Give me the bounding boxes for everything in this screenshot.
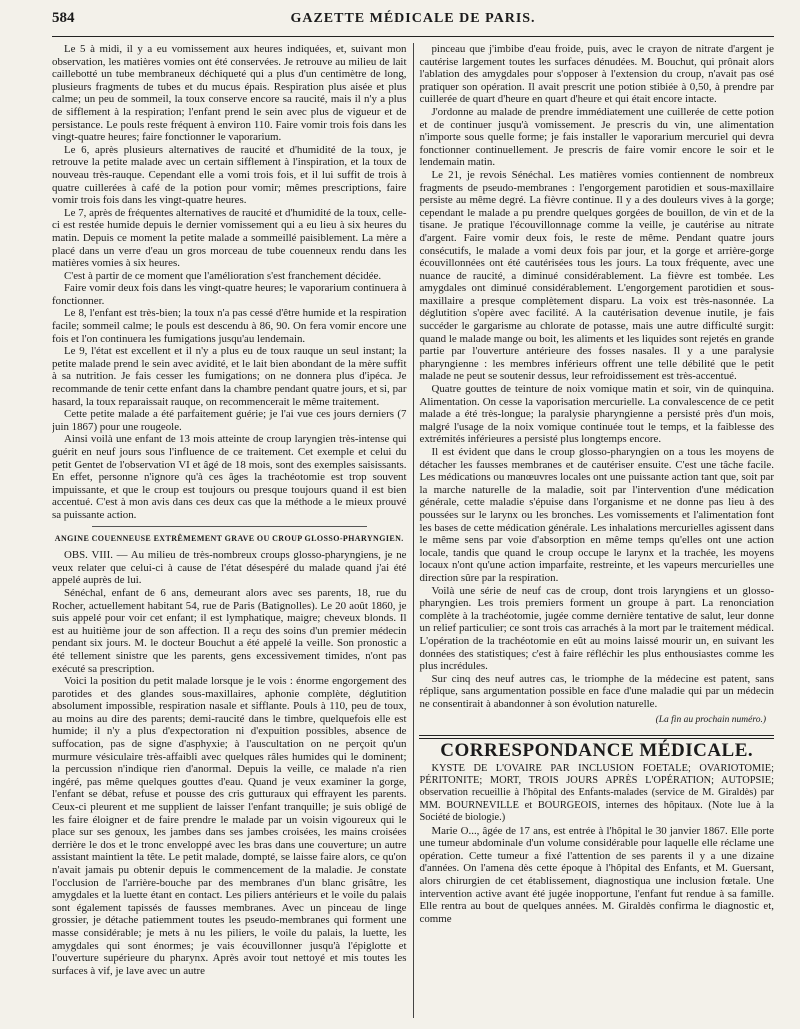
column-divider [413, 43, 414, 1018]
paragraph: Sur cinq des neuf autres cas, le triomphe de la médecine est patent, sans réplique, sans argumentation possible en face d'une maladie qui par un médecin ne consentirait à abandonner à son évolution naturelle. [419, 672, 774, 710]
paragraph: OBS. VIII. — Au milieu de très-nombreux croups glosso-pharyngiens, je ne veux relater que celui-ci à cause de l'état désespéré du malade quand j'ai été appelé auprès de lui. [52, 549, 407, 587]
paragraph: Voici la position du petit malade lorsque je le vois : énorme engorgement des parotides et des glandes sous-maxillaires, aphonie complète, déglutition absolument impossible, respiration nasale et sifflante. Pouls à 110, peu de toux, au moins au dire des parents; demi-raucité dans le timbre, quelquefois elle est humide; il n'y a plus d'expectoration ni d'expuition possibles, absence de suffocation, pas de signe d'asphyxie; à l'auscultation on ne perçoit qu'un murmure vésiculaire très-affaibli avec quelques râles humides qui le dominent; la percussion n'indique rien d'anormal. Depuis la veille, ce malade n'a rien ingéré, pas même quelques gouttes d'eau. Quand je veux examiner la gorge, l'enfant se débat, refuse et pousse des cris gutturaux qui effrayent les parents. Ceux-ci pleurent et me supplient de laisser l'enfant tranquille; je suis obligé de les faire éloigner et de faire prendre le malade par un voisin vigoureux qui le place sur ses genoux, les jambes dans ses jambes croisées, les mains croisées derrière le dos et le tronc enveloppé avec les bras dans une couverture; un autre assistant maintient la tête. Le petit malade, dompté, se laisse faire alors, ce qu'on n'avait jamais pu obtenir depuis le commencement de la maladie. Je constate l'occlusion de l'arrière-bouche par des membranes d'un blanc grisâtre, les amygdales et la luette étant en contact. Les piliers antérieurs et le voile du palais sont également tapissés de fausses membranes. Avec un pinceau de linge grossier, je détache patiemment toutes les pseudo-membranes qui forment une masse considérable; je mets à nu les piliers, le voile du palais, la luette, les amygdales qui sont énormes; je vais écouvillonner jusqu'à l'épiglotte et l'ouverture supérieure du pharynx. Après avoir tout nettoyé et mis toutes les surfaces à vif, je lave avec un autre [52, 675, 407, 977]
continued-note: (La fin au prochain numéro.) [655, 715, 766, 726]
paragraph: Le 9, l'état est excellent et il n'y a plus eu de toux rauque un seul instant; la petite malade prend le sein avec avidité, et le lait bien abondant de la mère suffit à sa nutrition. Je fais cesser les fumigations; on ne donnera plus d'ipéca. Je recommande de tenir cette enfant dans la chambre pendant quatre jours, et si, par hasard, la toux reparaissait rauque, on recommencerait le même traitement. [52, 345, 407, 408]
journal-title: GAZETTE MÉDICALE DE PARIS. [290, 11, 536, 26]
correspondence-title: CORRESPONDANCE MÉDICALE. [440, 740, 754, 762]
paragraph: Voilà une série de neuf cas de croup, dont trois laryngiens et un glosso-pharyngien. Les trois premiers forment un groupe à part. La renonciation complète à la trachéotomie, jugée comme dernière tentative de salut, leur donne un relief particulier; ce sont trois cas arrachés à la mort par le traitement médical. L'opération de la trachéotomie en eût au moins laissé mourir un, en suivant les données des statistiques; c'est à faire réfléchir les plus enthousiastes comme les plus incrédules. [419, 584, 774, 673]
paragraph: pinceau que j'imbibe d'eau froide, puis, avec le crayon de nitrate d'argent je cautérise largement toutes les surfaces dénudées. M. Bouchut, qui prônait alors l'ablation des amygdales pour s'opposer à l'extension du croup, n'avait pas osé pratiquer son opération. Il avait prescrit une potion stibiée à 0,50, à prendre par cuillerée de quart d'heure en quart d'heure et qui était encore intacte. [419, 43, 774, 106]
paragraph: Sénéchal, enfant de 6 ans, demeurant alors avec ses parents, 18, rue du Rocher, actuellement habitant 54, rue de Paris (Batignolles). Le 20 août 1860, je suis appelé pour voir cet enfant; il est lymphatique, maigre; cheveux blonds. Il est au huitième jour de son affection. Il a reçu des soins d'un premier médecin pendant six jours. M. le docteur Bouchut a été appelé la veille. Son pronostic a été tellement sinistre que les parents, gens excessivement timides, n'ont pas exécuté sa prescription. [52, 586, 407, 675]
paragraph: J'ordonne au malade de prendre immédiatement une cuillerée de cette potion et de continuer jusqu'à vomissement. Je prescris du vin, une alimentation n'importe sous quelle forme; je fais installer le vaporarium mercuriel qui devra fonctionner continuellement. Je prescris de faire vomir encore le soir et le lendemain matin. [419, 105, 774, 169]
page-number: 584 [52, 10, 75, 26]
text-columns [52, 43, 774, 1018]
left-column [52, 43, 407, 1018]
right-column [419, 43, 774, 1018]
case-heading: KYSTE DE L'OVAIRE PAR INCLUSION FOETALE; OVARIOTOMIE; PÉRITONITE; MORT, TROIS JOURS APRÈS L'OPÉRATION; AUTOPSIE; observation recueillie à l'hôpital des Enfants-malades (service de M. Giraldès) par MM. BOURNEVILLE et BOURGEOIS, internes des hôpitaux. (Note lue à la Société de biologie.) [419, 762, 774, 824]
paragraph: Il est évident que dans le croup glosso-pharyngien on a tous les moyens de détacher les fausses membranes et de cautériser ensuite. C'est une tâche facile. Les médications ou manœuvres locales ont une puissante action tant que, soit par la marche naturelle de la maladie, soit par l'intervention d'une médication générale, cette maladie s'épuise dans l'organisme et ne donne pas lieu à des poussées sur le larynx ou les bronches. Les vomissements et l'alimentation font les bases de cette médication générale. Les inhalations mercurielles agissent dans le même sens par voie d'absorption en même temps qu'elles ont une action locale, tandis que quand le croup occupe le larynx et la trachée, les moyens locaux n'ont qu'une action imparfaite, restreinte, et les vapeurs mercurielles une direction sûre par la respiration. [419, 446, 774, 584]
paragraph: Le 6, après plusieurs alternatives de raucité et d'humidité de la toux, je retrouve la petite malade avec un certain sifflement à l'inspiration, et la toux de nouveau très-rauque. Cependant elle a vomi trois fois, et il lui suffit de trois à quatre cuillerées à café de la potion pour vomir; mêmes prescriptions, faire vomir trois fois dans les vingt-quatre heures. [52, 143, 407, 207]
paragraph: Ainsi voilà une enfant de 13 mois atteinte de croup laryngien très-intense qui guérit en neuf jours sous l'influence de ce traitement. Cet exemple et celui du petit Gentet de l'observation VI et âgé de 18 mois, sont des exemples saisissants. En effet, personne n'ignore qu'à ces âges la trachéotomie est trop souvent impuissante, et que le croup est toujours ou presque toujours quand il est bien accentué. C'est à mon avis dans ces deux cas que la méthode a le mieux prouvé sa puissante action. [52, 433, 407, 521]
paragraph: Faire vomir deux fois dans les vingt-quatre heures; le vaporarium continuera à fonctionner. [52, 282, 407, 307]
paragraph: C'est à partir de ce moment que l'amélioration s'est franchement décidée. [64, 269, 382, 282]
section-title: ANGINE COUENNEUSE EXTRÊMEMENT GRAVE OU CROUP GLOSSO-PHARYNGIEN. [54, 533, 404, 543]
paragraph: Le 5 à midi, il y a eu vomissement aux heures indiquées, et, suivant mon observation, les matières vomies ont été conservées. Je retrouve au milieu de lait caillebotté un tube membraneux déchiqueté qui a plus d'un centimètre de long, plusieurs fragments de tubes et du mucus épais. Respiration plus aisée et plus calme; un peu de sommeil, la toux conserve encore sa raucité, mais il n'y a plus de sifflement à la respiration; l'enfant prend le sein avec plus de vigueur et de persistance. Le pouls reste fréquent à environ 110. Faire vomir trois fois dans les vingt-quatre heures; faire fonctionner le vaporarium. [52, 43, 407, 144]
paragraph: Cette petite malade a été parfaitement guérie; je l'ai vue ces jours derniers (7 juin 1867) pour une rougeole. [52, 408, 407, 433]
paragraph: Le 8, l'enfant est très-bien; la toux n'a pas cessé d'être humide et la respiration facile; sommeil calme; le pouls est descendu à 86, 90. On fera vomir encore une fois et l'on continuera les fumigations jusqu'au lendemain. [52, 307, 407, 345]
paragraph: Marie O..., âgée de 17 ans, est entrée à l'hôpital le 30 janvier 1867. Elle porte une tumeur abdominale d'un volume considérable pour laquelle elle réclame une opération. Cette tumeur a fixé l'attention de ses parents il y a une dizaine d'années. On l'amena dès cette époque à l'hôpital des Enfants, et M. Guersant, alors chirurgien de cet établissement, diagnostiqua une inclusion fœtale. Une intervention active avant été jugée inopportune, l'enfant fut rendue à sa famille. Elle rentra au bout de quelques années. M. Giraldès confirma le diagnostic et, comme [419, 824, 774, 925]
section-divider [419, 735, 774, 739]
page-header [52, 10, 774, 37]
paragraph: Quatre gouttes de teinture de noix vomique matin et soir, vin de quinquina. Alimentation. On cesse la vaporisation mercurielle. La convalescence de ce petit malade a été très-longue; la paralysie pharyngienne a persisté près d'un mois, malgré l'usage de la noix vomique continuée tout le temps, et la faiblesse des extrémités inférieures a persisté plus longtemps encore. [419, 383, 774, 446]
section-divider [92, 526, 367, 527]
paragraph: Le 21, je revois Sénéchal. Les matières vomies contiennent de nombreux fragments de pseudo-membranes : l'engorgement parotidien et sous-maxillaire persiste au même degré. La fièvre continue. Il y a des douleurs vives à la gorge; cependant le malade a pu prendre quelques gorgées de bouillon, de vin et de la tisane. Je pratique l'écouvillonnage comme la veille, je cautérise au nitrate d'argent. Faire vomir deux fois, le reste de même. Pendant quatre jours consécutifs, le malade a vomi deux fois par jour, et la gorge et arrière-gorge écouvillonnées ont été cautérisées tous les jours. La toux fréquente, avec une nuance de raucité, a diminué considérablement. La fièvre est tombée. Les amygdales ont diminué considérablement. L'engorgement parotidien et sous-maxillaire a presque complètement disparu. La voix est très-nasonnée. La déglutition s'opère avec facilité. A la cautérisation devenue inutile, je fais succéder le gargarisme au chlorate de potasse, mais une autre difficulté surgit: quand le malade mange ou boit, les aliments et les liquides sont rejetés en grande partie par l'ouverture antérieure des fosses nasales. Il y a une paralysie pharyngienne : les membres inférieurs offrent une telle débilité que le petit malade ne peut se soutenir dessus, leur refroidissement est très-accentué. [419, 168, 774, 383]
paragraph: Le 7, après de fréquentes alternatives de raucité et d'humidité de la toux, celle-ci est restée humide depuis le dernier vomissement qui a eu lieu à six heures du matin. Depuis ce moment la petite malade a sommeillé paisiblement. La mère a placé dans un verre d'eau un gros morceau de tube couenneux rendu dans les matières vomies à six heures. [52, 206, 407, 270]
